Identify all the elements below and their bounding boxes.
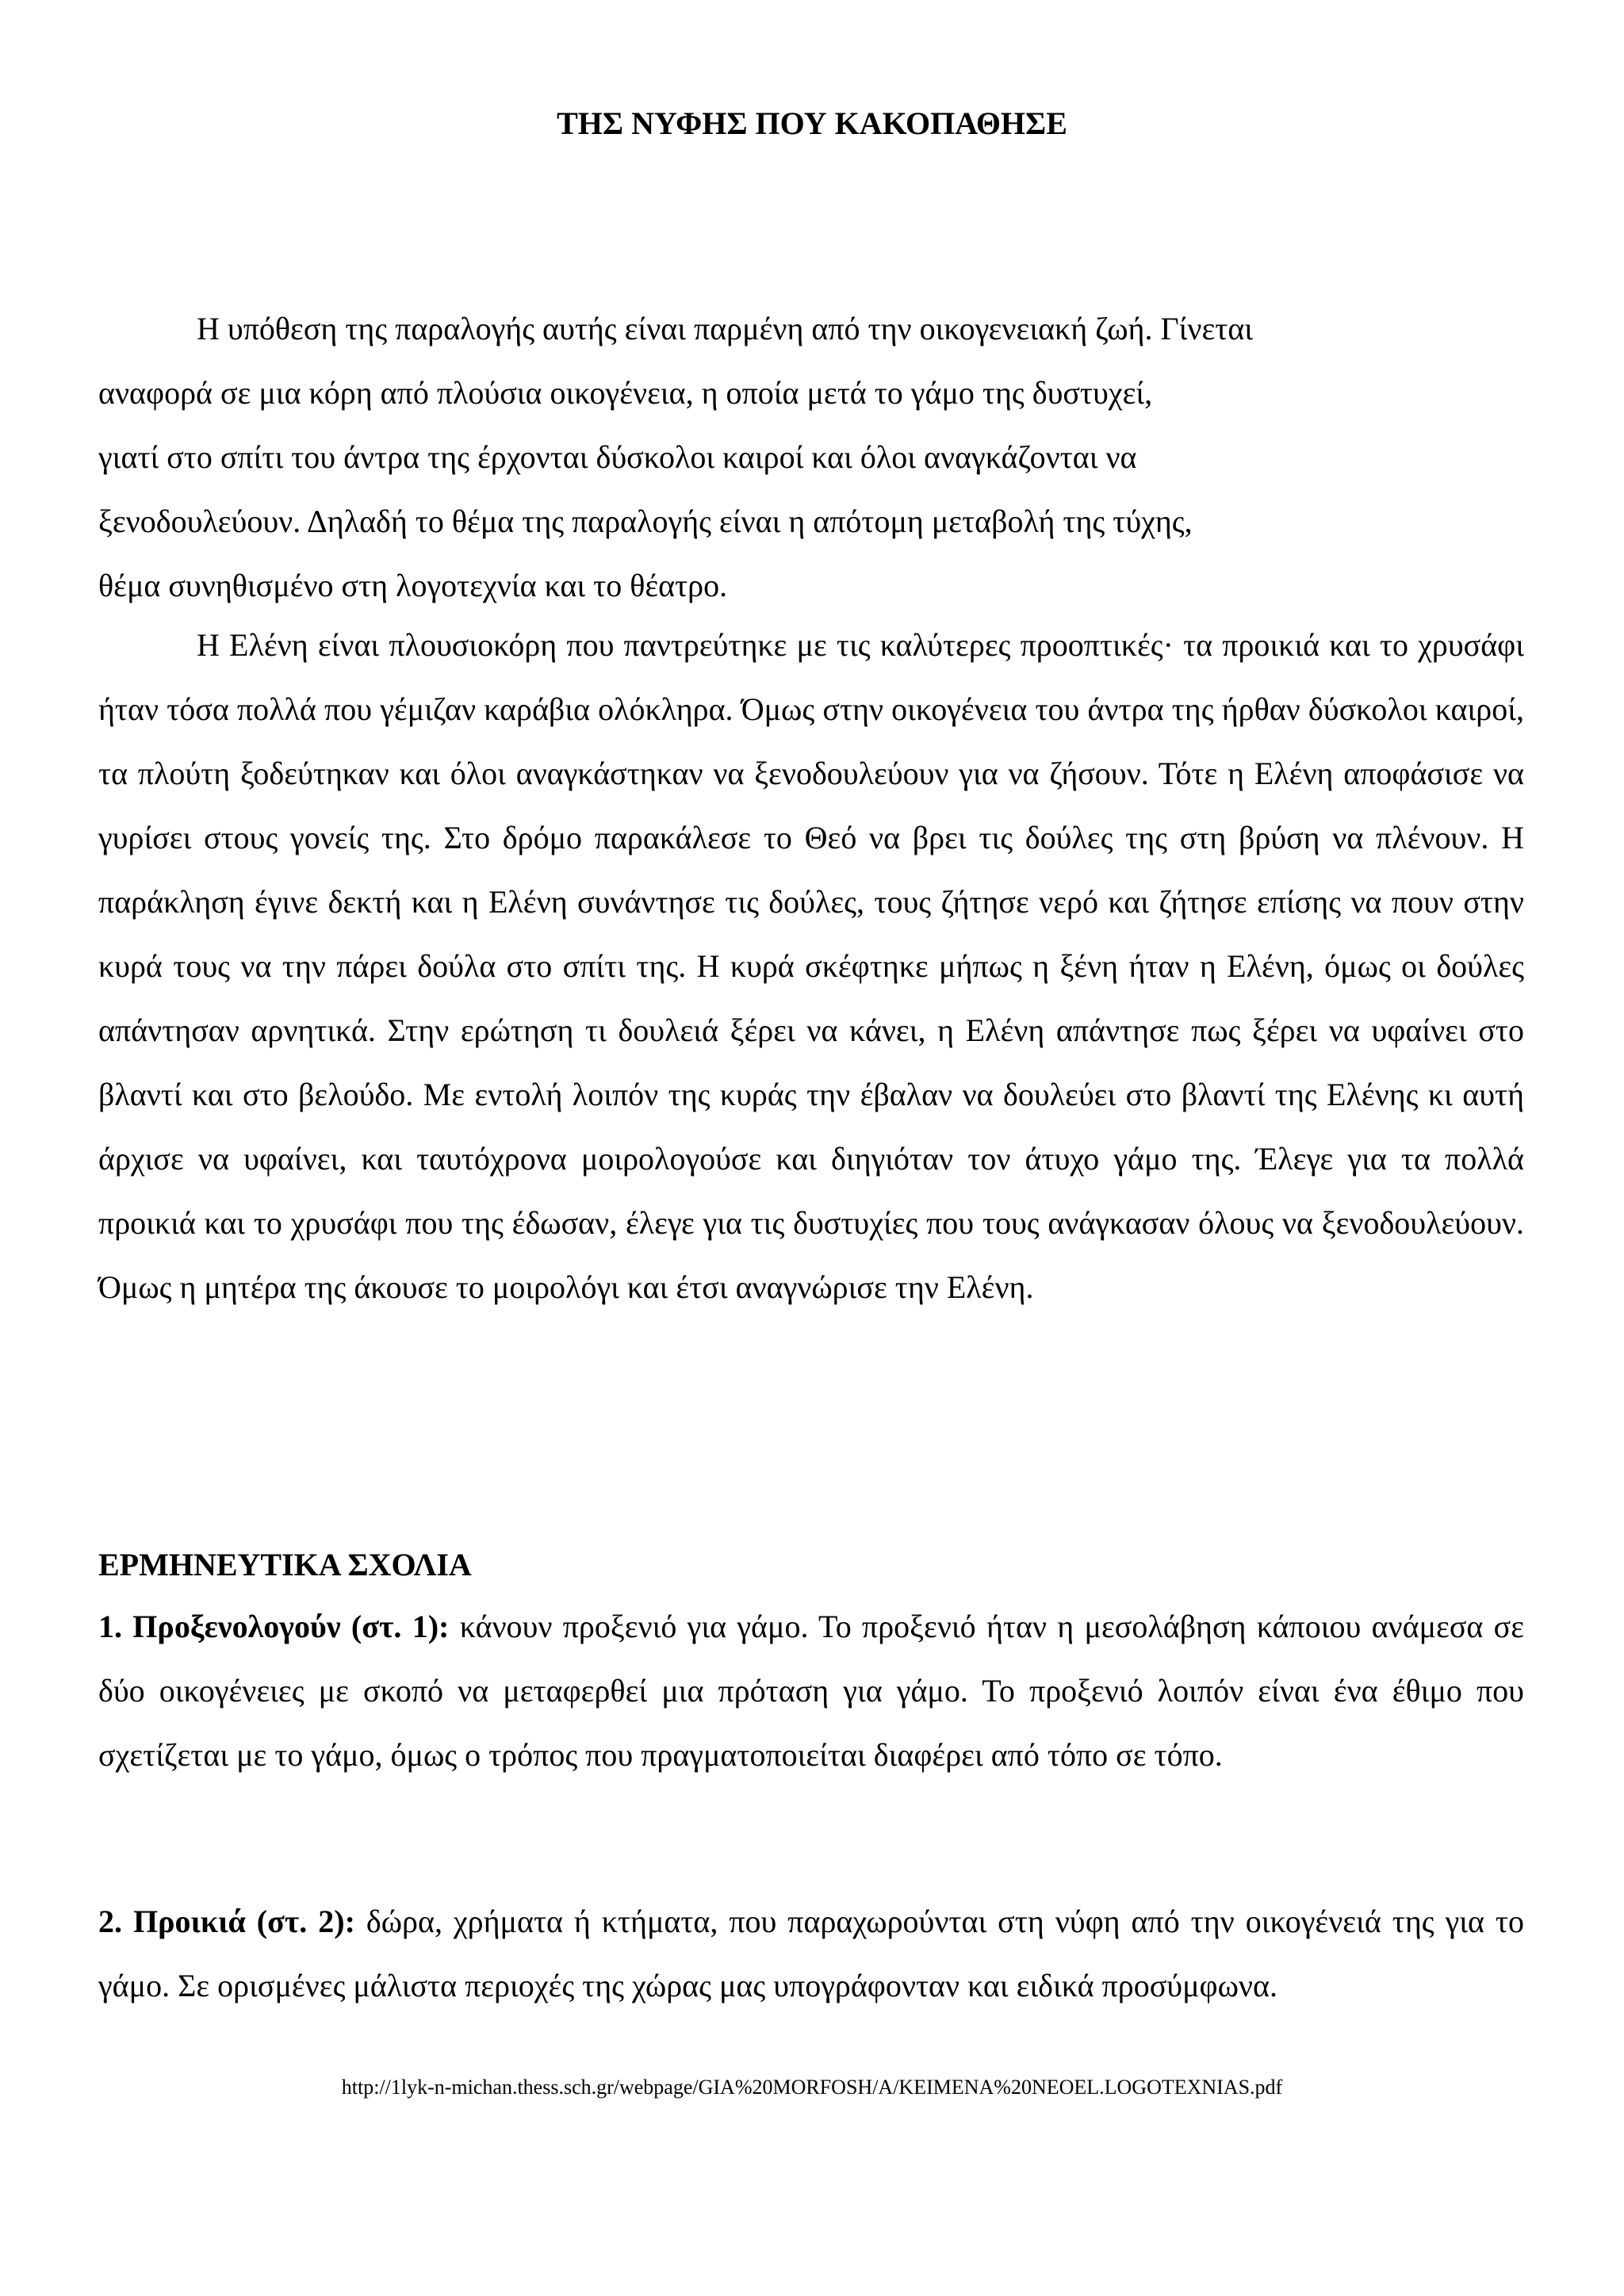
intro-line: Η υπόθεση της παραλογής αυτής είναι παρμένη από την οικογενειακή ζωή. Γίνεται	[197, 311, 1254, 346]
intro-line: ξενοδουλεύουν. Δηλαδή το θέμα της παραλογής είναι η απότομη μεταβολή της τύχης,	[98, 503, 1193, 539]
note-term: 1. Προξενολογούν (στ. 1):	[98, 1609, 450, 1644]
page-title: ΤΗΣ ΝΥΦΗΣ ΠΟΥ ΚΑΚΟΠΑΘΗΣΕ	[557, 105, 1067, 141]
note-text: κάνουν προξενιό για γάμο. Το προξενιό ήταν η μεσολάβηση κάποιου ανάμεσα σε δύο οικογένειες με σκοπό να μεταφερθεί μια πρόταση για γάμο. Το προξενιό λοιπόν είναι ένα έθιμο που σχετίζεται με το γάμο, όμως ο τρόπος που πραγματοποιείται διαφέρει από τόπο σε τόπο.	[98, 1609, 1525, 1773]
intro-line: αναφορά σε μια κόρη από πλούσια οικογένεια, η οποία μετά το γάμο της δυστυχεί,	[98, 375, 1153, 411]
intro-line: θέμα συνηθισμένο στη λογοτεχνία και το θέατρο.	[98, 568, 728, 603]
note-item	[98, 1889, 1524, 2018]
intro-line: γιατί στο σπίτι του άντρα της έρχονται δύσκολοι καιροί και όλοι αναγκάζονται να	[98, 439, 1137, 475]
story-paragraph: Η Ελένη είναι πλουσιοκόρη που παντρεύτηκε με τις καλύτερες προοπτικές· τα προικιά και το χρυσάφι ήταν τόσα πολλά που γέμιζαν καράβια ολόκληρα. Όμως στην οικογένεια του άντρα της ήρθαν δύσκολοι καιροί, τα πλούτη ξοδεύτηκαν και όλοι αναγκάστηκαν να ξενοδουλεύουν για να ζήσουν. Τότε η Ελένη αποφάσισε να γυρίσει στους γονείς της. Στο δρόμο παρακάλεσε το Θεό να βρει τις δούλες της στη βρύση να πλένουν. Η παράκληση έγινε δεκτή και η Ελένη συνάντησε τις δούλες, τους ζήτησε νερό και ζήτησε επίσης να πουν στην κυρά τους να την πάρει δούλα στο σπίτι της. Η κυρά σκέφτηκε μήπως η ξένη ήταν η Ελένη, όμως οι δούλες απάντησαν αρνητικά. Στην ερώτηση τι δουλειά ξέρει να κάνει, η Ελένη απάντησε πως ξέρει να υφαίνει στο βλαντί και στο βελούδο. Με εντολή λοιπόν της κυράς την έβαλαν να δουλεύει στο βλαντί της Ελένης κι αυτή άρχισε να υφαίνει, και ταυτόχρονα μοιρολογούσε και διηγιόταν τον άτυχο γάμο της. Έλεγε για τα πολλά προικιά και το χρυσάφι που της έδωσαν, έλεγε για τις δυστυχίες που τους ανάγκασαν όλους να ξενοδουλεύουν. Όμως η μητέρα της άκουσε το μοιρολόγι και έτσι αναγνώρισε την Ελένη.	[98, 627, 1524, 1305]
note-item	[98, 1594, 1524, 1787]
source-url: http://1lyk-n-michan.thess.sch.gr/webpage/GIA%20MORFOSH/A/KEIMENA%20NEOEL.LOGOTEXNIAS.pdf	[341, 2076, 1283, 2099]
note-text: δώρα, χρήματα ή κτήματα, που παραχωρούνται στη νύφη από την οικογένειά της για το γάμο. Σε ορισμένες μάλιστα περιοχές της χώρας μας υπογράφονταν και ειδικά προσύμφωνα.	[98, 1904, 1524, 2003]
section-heading: ΕΡΜΗΝΕΥΤΙΚΑ ΣΧΟΛΙΑ	[98, 1547, 472, 1582]
intro-paragraph	[98, 297, 1526, 618]
note-term: 2. Προικιά (στ. 2):	[98, 1904, 355, 1939]
